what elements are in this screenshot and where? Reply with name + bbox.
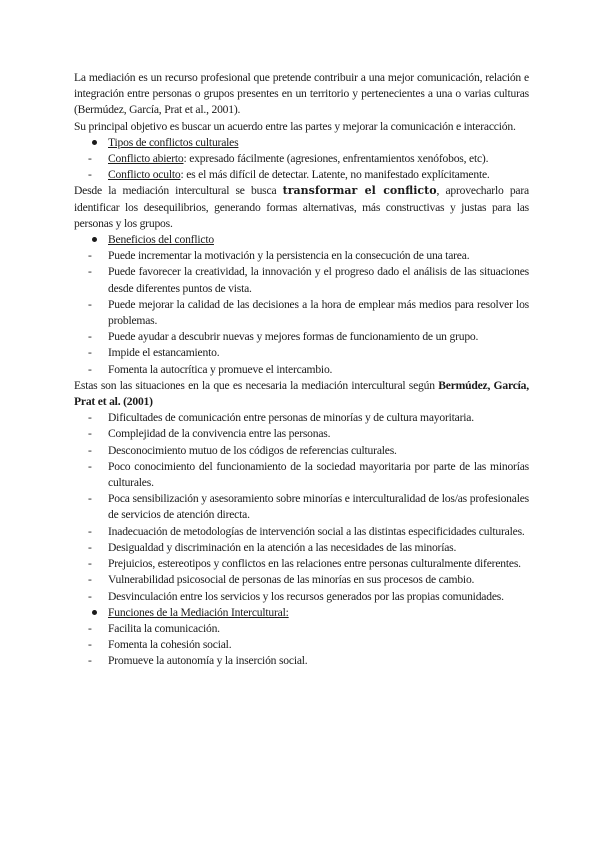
benefit-text: Puede favorecer la creatividad, la innovación y el progreso dado el análisis de las situaciones desde diferentes puntos de vista.	[108, 265, 529, 295]
bullet-icon	[88, 605, 100, 621]
benefit-text: Puede incrementar la motivación y la persistencia en la consecución de una tarea.	[108, 249, 470, 263]
situations-list	[74, 410, 529, 669]
dash-icon: -	[88, 459, 92, 473]
list-item	[74, 572, 529, 588]
bullet-icon	[88, 135, 100, 151]
list-item	[74, 167, 529, 183]
benefits-list	[74, 232, 529, 378]
intro-paragraph: La mediación es un recurso profesional que pretende contribuir a una mejor comunicación, relación e integración entre personas o grupos presentes en un territorio y pertenecientes a una o varias culturas (Bermúdez, García, Prat et al., 2001).	[74, 71, 529, 117]
transform-post: , aprovecharlo para identificar los desequilibrios, generando formas alternativas, más constructivas y justas para las personas y los grupos.	[74, 184, 529, 230]
list-item	[74, 362, 529, 378]
functions-heading: Funciones de la Mediación Intercultural:	[108, 605, 289, 619]
list-item	[74, 621, 529, 637]
conflict-types-list	[74, 135, 529, 184]
transform-paragraph	[74, 183, 529, 232]
dash-icon: -	[88, 330, 92, 344]
dash-icon: -	[88, 152, 92, 166]
list-item	[74, 264, 529, 296]
list-item	[74, 491, 529, 523]
list-item	[74, 524, 529, 540]
dash-icon: -	[88, 427, 92, 441]
dash-icon: -	[88, 265, 92, 279]
situations-intro	[74, 378, 529, 410]
bullet-icon	[88, 232, 100, 248]
dash-icon: -	[88, 411, 92, 425]
benefit-text: Impide el estancamiento.	[108, 346, 220, 360]
situation-text: Complejidad de la convivencia entre las personas.	[108, 427, 331, 441]
dash-icon: -	[88, 589, 92, 603]
transform-bold: transformar el conflicto	[282, 184, 437, 198]
document-page	[74, 70, 529, 670]
list-item	[74, 232, 529, 248]
dash-icon: -	[88, 362, 92, 376]
list-item	[74, 637, 529, 653]
benefit-text: Fomenta la autocrítica y promueve el intercambio.	[108, 362, 333, 376]
conflict-types-heading: Tipos de conflictos culturales	[108, 135, 239, 149]
list-item	[74, 459, 529, 491]
hidden-conflict-text: : es el más difícil de detectar. Latente, no manifestado explícitamente.	[180, 168, 490, 182]
situation-text: Dificultades de comunicación entre personas de minorías y de cultura mayoritaria.	[108, 411, 474, 425]
situation-text: Vulnerabilidad psicosocial de personas de las minorías en sus procesos de cambio.	[108, 573, 475, 587]
dash-icon: -	[88, 443, 92, 457]
open-conflict-text: : expresado fácilmente (agresiones, enfrentamientos xenófobos, etc).	[183, 152, 489, 166]
function-text: Facilita la comunicación.	[108, 621, 220, 635]
list-item	[74, 345, 529, 361]
hidden-conflict-label: Conflicto oculto	[108, 168, 181, 182]
dash-icon: -	[88, 492, 92, 506]
function-text: Promueve la autonomía y la inserción social.	[108, 654, 308, 668]
benefit-text: Puede ayudar a descubrir nuevas y mejores formas de funcionamiento de un grupo.	[108, 330, 479, 344]
situation-text: Desvinculación entre los servicios y los recursos generados por las propias comunidades.	[108, 589, 504, 603]
dash-icon: -	[88, 654, 92, 668]
list-item	[74, 540, 529, 556]
situation-text: Prejuicios, estereotipos y conflictos en las relaciones entre personas culturalmente diferentes.	[108, 557, 521, 571]
list-item	[74, 410, 529, 426]
list-item	[74, 443, 529, 459]
list-item	[74, 151, 529, 167]
dash-icon: -	[88, 168, 92, 182]
list-item	[74, 653, 529, 669]
dash-icon: -	[88, 249, 92, 263]
situations-pre: Estas son las situaciones en la que es necesaria la mediación intercultural según	[74, 378, 439, 392]
situations-citation: Bermúdez, García, Prat et al. (2001)	[74, 378, 529, 409]
list-item	[74, 135, 529, 151]
situation-text: Poco conocimiento del funcionamiento de la sociedad mayoritaria por parte de las minorías culturales.	[108, 459, 529, 490]
dash-icon: -	[88, 573, 92, 587]
dash-icon: -	[88, 621, 92, 635]
list-item	[74, 589, 529, 605]
dash-icon: -	[88, 557, 92, 571]
list-item	[74, 297, 529, 329]
benefit-text: Puede mejorar la calidad de las decisiones a la hora de emplear más medios para resolver los problemas.	[108, 297, 529, 328]
objective-paragraph: Su principal objetivo es buscar un acuerdo entre las partes y mejorar la comunicación e interacción.	[74, 119, 516, 133]
dash-icon: -	[88, 540, 92, 554]
list-item	[74, 605, 529, 621]
situation-text: Poca sensibilización y asesoramiento sobre minorías e interculturalidad de los/as profesionales de servicios de atención directa.	[108, 492, 529, 522]
situation-text: Desconocimiento mutuo de los códigos de referencias culturales.	[108, 443, 397, 457]
list-item	[74, 426, 529, 442]
situation-text: Inadecuación de metodologías de intervención social a las distintas especificidades culturales.	[108, 524, 525, 538]
dash-icon: -	[88, 638, 92, 652]
list-item	[74, 556, 529, 572]
benefits-heading: Beneficios del conflicto	[108, 233, 214, 247]
dash-icon: -	[88, 297, 92, 311]
list-item	[74, 329, 529, 345]
situation-text: Desigualdad y discriminación en la atención a las necesidades de las minorías.	[108, 540, 457, 554]
list-item	[74, 248, 529, 264]
function-text: Fomenta la cohesión social.	[108, 638, 232, 652]
dash-icon: -	[88, 524, 92, 538]
transform-pre: Desde la mediación intercultural se busca	[74, 184, 283, 198]
dash-icon: -	[88, 346, 92, 360]
open-conflict-label: Conflicto abierto	[108, 152, 184, 166]
